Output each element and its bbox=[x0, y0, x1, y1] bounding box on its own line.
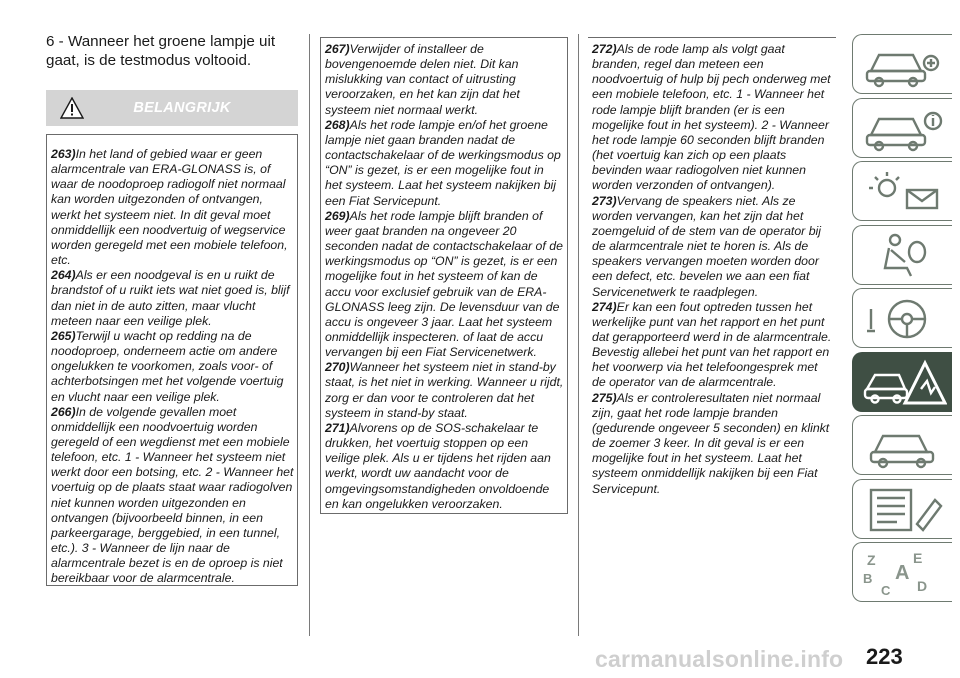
tab-safety[interactable] bbox=[852, 225, 952, 285]
car-dashboard-icon bbox=[861, 41, 947, 89]
tab-emergency[interactable] bbox=[852, 352, 952, 412]
watermark-text: carmanualsonline.info bbox=[595, 646, 844, 672]
car-service-icon bbox=[861, 422, 947, 470]
steering-wheel-icon bbox=[861, 295, 947, 343]
warning-notes-column-3 bbox=[588, 37, 836, 496]
tab-servicing[interactable] bbox=[852, 415, 952, 475]
note-item: 270)Wanneer het systeem niet in stand-by staat, is het niet in werking. Wanneer u rijdt, zorg er dan voor te controleren dat het systeem in stand-by staat. bbox=[325, 360, 564, 420]
svg-text:D: D bbox=[917, 578, 928, 594]
tab-getting-to-know-car[interactable] bbox=[852, 34, 952, 94]
note-item: 273)Vervang de speakers niet. Als ze worden vervangen, kan het zijn dat het zoemgeluid of de stem van de operator bij de alarmcentrale niet te horen is. Als de speakers vervangen moeten worden door een defect, etc. bevelen we aan een fiat Servicenetwerk te raadplegen. bbox=[592, 193, 821, 299]
note-item: 275)Als er controleresultaten niet normaal zijn, gaat het rode lampje branden (gedurende ongeveer 5 seconden) en klinkt de zoemer 3 keer. In dit geval is er een mogelijke fout in het systeem. Laat het systeem onmiddellijk nakijken bij een Fiat Servicepunt. bbox=[592, 390, 830, 496]
warning-header bbox=[46, 90, 298, 126]
note-item: 269)Als het rode lampje blijft branden of weer gaat branden na ongeveer 20 seconden nadat de contactschakelaar of de werkingsmodus op “ON” is gezet, is er een mogelijke fout in het systeem of kan de accu voor exclusief gebruik van de ERA-GLONASS leeg zijn. De levensduur van de accu is ongeveer 3 jaar. Laat het systeem onmiddellijk inspecteren. of laat de accu vervangen bij een Fiat Servicenetwerk. bbox=[325, 208, 563, 360]
car-warning-triangle-icon bbox=[861, 359, 947, 407]
svg-text:Z: Z bbox=[867, 552, 876, 568]
svg-text:A: A bbox=[895, 562, 910, 584]
column-divider bbox=[309, 34, 310, 636]
note-item: 272)Als de rode lamp als volgt gaat branden, regel dan meteen een noodvoertuig of hulp bij pech onderweg met een mobiele telefoon, etc. 1 - Wanneer het rode lampje blijft branden (er is een mogelijke fout in het systeem). 2 - Wanneer het rode lampje 60 seconden blijft branden (het voertuig kan zich op een plaats bevinden waar radiogolven niet kunnen worden verzonden of ontvangen). bbox=[592, 42, 831, 193]
note-item: 265)Terwijl u wacht op redding na de noodoproep, onderneem actie om andere ongelukken te voorkomen, zoals voor- of achterbotsingen met het volgende voertuig en vlucht naar een veilige plek. bbox=[51, 328, 284, 404]
note-item: 266)In de volgende gevallen moet onmiddellijk een noodvoertuig worden geregeld of een wegdienst met een mobiele telefoon, etc. 1 - Wanneer het systeem niet werkt door een botsing, etc. 2 - Wanneer het voertuig op de plaats staat waar radiogolven niet kunnen worden uitgezonden en ontvangen (bijvoorbeeld binnen, in een parkeergarage, berggebied, in een tunnel, etc.). 3 - Wanneer de lijn naar de alarmcentrale bezet is en de oproep is niet bereikbaar voor de alarmcentrale. bbox=[51, 404, 294, 586]
warning-notes-column-1 bbox=[46, 134, 298, 586]
warning-notes-column-2 bbox=[320, 37, 568, 514]
note-item: 271)Alvorens op de SOS-schakelaar te drukken, het voertuig stoppen op een veilige plek. Als u er tijdens het rijden aan werkt, wordt uw aandacht voor de omgevingsomstandigheden onvoldoende en kan ongelukken veroorzaken. bbox=[325, 420, 551, 511]
tab-starting-driving[interactable] bbox=[852, 288, 952, 348]
note-item: 267)Verwijder of installeer de bovengenoemde delen niet. Dit kan mislukking van contact of uitrusting veroorzaken, en het kan zijn dat het systeem niet normaal werkt. bbox=[325, 42, 520, 117]
note-item: 263)In het land of gebied waar er geen alarmcentrale van ERA-GLONASS is, of waar de noodoproep radiogolf niet normaal kan worden uitgezonden of ontvangen, werkt het systeem niet. In dit geval moet onmiddellijk een noodvertuig of wegservice worden geregeld met een mobiele telefoon, etc. bbox=[51, 147, 288, 268]
chapter-tabs bbox=[852, 34, 952, 606]
column-divider bbox=[578, 34, 579, 636]
svg-text:C: C bbox=[881, 583, 891, 597]
note-item: 268)Als het rode lampje en/of het groene lampje niet gaan branden nadat de contactschakelaar of de werkingsmodus op “ON” is gezet, is er een mogelijke fout in het systeem. Laat het systeem nakijken bij een Fiat Servicepunt. bbox=[325, 117, 561, 208]
tab-car-info[interactable] bbox=[852, 98, 952, 158]
svg-text:E: E bbox=[913, 550, 923, 566]
car-info-icon bbox=[861, 105, 947, 153]
warning-triangle-icon bbox=[60, 97, 84, 119]
warning-title: BELANGRIJK bbox=[133, 100, 231, 116]
tab-technical-data[interactable] bbox=[852, 479, 952, 539]
specifications-list-icon bbox=[861, 486, 947, 534]
svg-text:B: B bbox=[863, 571, 873, 586]
note-item: 264)Als er een noodgeval is en u ruikt de brandstof of u ruikt iets wat niet goed is, blijf dan niet in de auto zitten, maar vlucht meteen naar een veilige plek. bbox=[51, 268, 290, 328]
seat-airbag-icon bbox=[861, 232, 947, 280]
tab-warning-lights[interactable] bbox=[852, 161, 952, 221]
lights-message-icon bbox=[861, 168, 947, 216]
note-item: 274)Er kan een fout optreden tussen het werkelijke punt van het rapport en het punt dat gerapporteerd werd in de alarmcentrale. Bevestig allebei het punt van het rapport en het voorwerp via het telefoongesprek met de operator van de alarmcentrale. bbox=[592, 299, 832, 390]
page-number: 223 bbox=[866, 644, 903, 669]
tab-index[interactable] bbox=[852, 542, 952, 602]
alphabet-index-icon bbox=[861, 549, 947, 597]
intro-text: 6 - Wanneer het groene lampje uit gaat, is de testmodus voltooid. bbox=[46, 33, 276, 69]
